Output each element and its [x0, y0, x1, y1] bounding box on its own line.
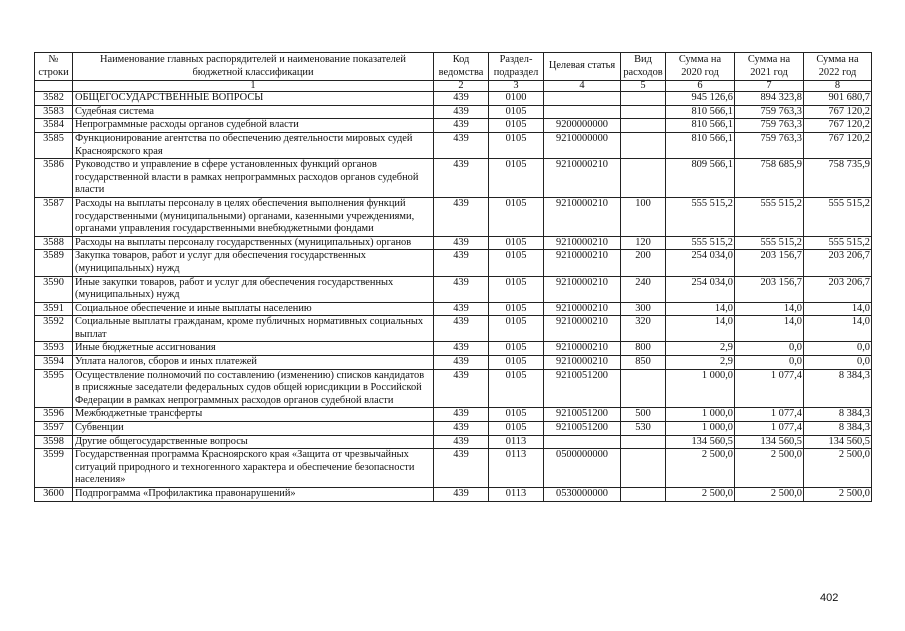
row-target-item — [544, 92, 621, 106]
row-number: 3588 — [35, 236, 73, 250]
header-name: Наименование главных распорядителей и наименование показателей бюджетной классификации — [73, 53, 434, 81]
header-sum-2020: Сумма на 2020 год — [666, 53, 735, 81]
row-number: 3600 — [35, 488, 73, 502]
row-sum-2022: 767 120,2 — [804, 132, 872, 158]
row-number: 3589 — [35, 250, 73, 276]
row-section: 0105 — [489, 159, 544, 198]
table-row — [35, 435, 872, 449]
row-expense-kind: 240 — [621, 276, 666, 302]
row-number: 3596 — [35, 408, 73, 422]
row-sum-2020: 555 515,2 — [666, 197, 735, 236]
row-sum-2022: 8 384,3 — [804, 369, 872, 408]
row-department-code: 439 — [434, 250, 489, 276]
row-section: 0105 — [489, 250, 544, 276]
header-sum-2022: Сумма на 2022 год — [804, 53, 872, 81]
row-expense-kind — [621, 435, 666, 449]
column-number: 4 — [544, 81, 621, 92]
budget-document — [34, 52, 872, 502]
row-department-code: 439 — [434, 197, 489, 236]
row-number: 3593 — [35, 342, 73, 356]
row-department-code: 439 — [434, 92, 489, 106]
row-number: 3582 — [35, 92, 73, 106]
column-number: 5 — [621, 81, 666, 92]
table-row — [35, 159, 872, 198]
row-sum-2020: 810 566,1 — [666, 105, 735, 119]
row-department-code: 439 — [434, 449, 489, 488]
row-expense-kind — [621, 159, 666, 198]
row-target-item: 9210000210 — [544, 342, 621, 356]
row-sum-2022: 14,0 — [804, 316, 872, 342]
row-name: Расходы на выплаты персоналу в целях обеспечения выполнения функций государственными (муниципальными) органами, казенными учреждениями, органами управления государственными внебюджетными фондами — [73, 197, 434, 236]
row-expense-kind: 320 — [621, 316, 666, 342]
row-sum-2022: 767 120,2 — [804, 119, 872, 133]
row-sum-2020: 945 126,6 — [666, 92, 735, 106]
row-name: Закупка товаров, работ и услуг для обеспечения государственных (муниципальных) нужд — [73, 250, 434, 276]
row-target-item: 9210000210 — [544, 236, 621, 250]
row-sum-2021: 2 500,0 — [735, 449, 804, 488]
row-section: 0105 — [489, 408, 544, 422]
row-expense-kind: 100 — [621, 197, 666, 236]
row-sum-2020: 810 566,1 — [666, 132, 735, 158]
row-target-item: 9210000210 — [544, 356, 621, 370]
row-sum-2020: 2,9 — [666, 356, 735, 370]
row-sum-2021: 1 077,4 — [735, 408, 804, 422]
row-expense-kind: 200 — [621, 250, 666, 276]
row-target-item: 0530000000 — [544, 488, 621, 502]
row-sum-2020: 555 515,2 — [666, 236, 735, 250]
row-sum-2021: 759 763,3 — [735, 119, 804, 133]
row-target-item: 9210000210 — [544, 197, 621, 236]
row-name: Руководство и управление в сфере установленных функций органов государственной власти в рамках непрограммных расходов органов судебной власти — [73, 159, 434, 198]
row-number: 3584 — [35, 119, 73, 133]
row-name: Функционирование агентства по обеспечению деятельности мировых судей Красноярского края — [73, 132, 434, 158]
row-target-item: 9210051200 — [544, 369, 621, 408]
column-number: 6 — [666, 81, 735, 92]
row-sum-2022: 2 500,0 — [804, 449, 872, 488]
row-sum-2020: 2 500,0 — [666, 488, 735, 502]
column-number: 1 — [73, 81, 434, 92]
row-target-item: 9210000210 — [544, 159, 621, 198]
row-sum-2022: 203 206,7 — [804, 276, 872, 302]
row-number: 3587 — [35, 197, 73, 236]
row-sum-2020: 254 034,0 — [666, 276, 735, 302]
row-department-code: 439 — [434, 435, 489, 449]
row-number: 3599 — [35, 449, 73, 488]
table-row — [35, 408, 872, 422]
row-expense-kind — [621, 92, 666, 106]
header-department-code: Код ведомства — [434, 53, 489, 81]
row-target-item: 9210051200 — [544, 408, 621, 422]
row-name: Подпрограмма «Профилактика правонарушений» — [73, 488, 434, 502]
row-department-code: 439 — [434, 105, 489, 119]
page-number: 402 — [820, 592, 839, 604]
row-sum-2021: 894 323,8 — [735, 92, 804, 106]
row-expense-kind: 850 — [621, 356, 666, 370]
table-row — [35, 302, 872, 316]
row-section: 0105 — [489, 132, 544, 158]
row-department-code: 439 — [434, 342, 489, 356]
table-row — [35, 105, 872, 119]
row-department-code: 439 — [434, 488, 489, 502]
budget-table — [34, 52, 872, 502]
row-section: 0100 — [489, 92, 544, 106]
row-sum-2021: 759 763,3 — [735, 132, 804, 158]
row-number: 3591 — [35, 302, 73, 316]
row-section: 0105 — [489, 276, 544, 302]
row-target-item: 9210000210 — [544, 250, 621, 276]
row-department-code: 439 — [434, 302, 489, 316]
column-number: 8 — [804, 81, 872, 92]
row-section: 0105 — [489, 302, 544, 316]
row-sum-2021: 758 685,9 — [735, 159, 804, 198]
row-name: Социальное обеспечение и иные выплаты населению — [73, 302, 434, 316]
table-body — [35, 92, 872, 501]
row-section: 0105 — [489, 369, 544, 408]
row-sum-2022: 203 206,7 — [804, 250, 872, 276]
row-sum-2021: 555 515,2 — [735, 197, 804, 236]
row-sum-2021: 203 156,7 — [735, 276, 804, 302]
row-expense-kind: 120 — [621, 236, 666, 250]
row-expense-kind — [621, 105, 666, 119]
table-row — [35, 197, 872, 236]
row-name: Другие общегосударственные вопросы — [73, 435, 434, 449]
row-target-item: 9210051200 — [544, 422, 621, 436]
row-name: Межбюджетные трансферты — [73, 408, 434, 422]
row-sum-2020: 254 034,0 — [666, 250, 735, 276]
table-row — [35, 132, 872, 158]
table-row — [35, 422, 872, 436]
row-sum-2020: 2,9 — [666, 342, 735, 356]
row-section: 0105 — [489, 342, 544, 356]
column-number: 2 — [434, 81, 489, 92]
table-row — [35, 250, 872, 276]
row-sum-2022: 767 120,2 — [804, 105, 872, 119]
header-row-number: № строки — [35, 53, 73, 81]
row-target-item — [544, 105, 621, 119]
row-name: Социальные выплаты гражданам, кроме публичных нормативных социальных выплат — [73, 316, 434, 342]
row-number: 3597 — [35, 422, 73, 436]
row-expense-kind — [621, 119, 666, 133]
row-target-item: 0500000000 — [544, 449, 621, 488]
row-sum-2020: 1 000,0 — [666, 408, 735, 422]
row-section: 0105 — [489, 316, 544, 342]
row-section: 0113 — [489, 488, 544, 502]
table-row — [35, 369, 872, 408]
row-section: 0105 — [489, 119, 544, 133]
table-row — [35, 449, 872, 488]
row-sum-2022: 555 515,2 — [804, 197, 872, 236]
row-section: 0105 — [489, 197, 544, 236]
table-row — [35, 236, 872, 250]
column-number: 3 — [489, 81, 544, 92]
header-section: Раздел-подраздел — [489, 53, 544, 81]
column-number — [35, 81, 73, 92]
row-department-code: 439 — [434, 132, 489, 158]
row-sum-2021: 0,0 — [735, 342, 804, 356]
row-name: ОБЩЕГОСУДАРСТВЕННЫЕ ВОПРОСЫ — [73, 92, 434, 106]
row-sum-2022: 901 680,7 — [804, 92, 872, 106]
row-name: Иные закупки товаров, работ и услуг для обеспечения государственных (муниципальных) нужд — [73, 276, 434, 302]
row-expense-kind: 300 — [621, 302, 666, 316]
row-department-code: 439 — [434, 369, 489, 408]
row-sum-2021: 14,0 — [735, 302, 804, 316]
row-sum-2020: 810 566,1 — [666, 119, 735, 133]
row-section: 0105 — [489, 105, 544, 119]
row-sum-2021: 1 077,4 — [735, 422, 804, 436]
row-target-item: 9200000000 — [544, 119, 621, 133]
row-department-code: 439 — [434, 356, 489, 370]
row-sum-2022: 8 384,3 — [804, 422, 872, 436]
row-number: 3598 — [35, 435, 73, 449]
row-name: Расходы на выплаты персоналу государственных (муниципальных) органов — [73, 236, 434, 250]
table-row — [35, 92, 872, 106]
row-expense-kind — [621, 449, 666, 488]
table-row — [35, 488, 872, 502]
table-row — [35, 119, 872, 133]
row-sum-2022: 0,0 — [804, 342, 872, 356]
row-department-code: 439 — [434, 236, 489, 250]
row-name: Субвенции — [73, 422, 434, 436]
row-expense-kind — [621, 488, 666, 502]
row-target-item: 9210000210 — [544, 276, 621, 302]
row-section: 0113 — [489, 449, 544, 488]
row-section: 0105 — [489, 422, 544, 436]
row-sum-2020: 14,0 — [666, 316, 735, 342]
row-department-code: 439 — [434, 276, 489, 302]
row-department-code: 439 — [434, 422, 489, 436]
row-name: Уплата налогов, сборов и иных платежей — [73, 356, 434, 370]
row-expense-kind: 530 — [621, 422, 666, 436]
header-target-item: Целевая статья — [544, 53, 621, 81]
row-sum-2021: 14,0 — [735, 316, 804, 342]
row-sum-2022: 2 500,0 — [804, 488, 872, 502]
row-sum-2021: 759 763,3 — [735, 105, 804, 119]
table-row — [35, 316, 872, 342]
row-sum-2021: 2 500,0 — [735, 488, 804, 502]
row-sum-2022: 134 560,5 — [804, 435, 872, 449]
row-expense-kind: 800 — [621, 342, 666, 356]
row-sum-2021: 555 515,2 — [735, 236, 804, 250]
row-target-item: 9210000210 — [544, 316, 621, 342]
row-name: Иные бюджетные ассигнования — [73, 342, 434, 356]
row-target-item: 9210000000 — [544, 132, 621, 158]
row-number: 3583 — [35, 105, 73, 119]
table-row — [35, 356, 872, 370]
row-sum-2021: 0,0 — [735, 356, 804, 370]
row-name: Государственная программа Красноярского края «Защита от чрезвычайных ситуаций природного и техногенного характера и обеспечение безопасности населения» — [73, 449, 434, 488]
column-number: 7 — [735, 81, 804, 92]
row-sum-2020: 1 000,0 — [666, 422, 735, 436]
row-section: 0105 — [489, 236, 544, 250]
row-section: 0113 — [489, 435, 544, 449]
row-department-code: 439 — [434, 316, 489, 342]
table-row — [35, 342, 872, 356]
row-name: Непрограммные расходы органов судебной власти — [73, 119, 434, 133]
row-number: 3586 — [35, 159, 73, 198]
row-sum-2022: 758 735,9 — [804, 159, 872, 198]
row-number: 3595 — [35, 369, 73, 408]
table-header — [35, 53, 872, 92]
row-sum-2021: 203 156,7 — [735, 250, 804, 276]
row-number: 3590 — [35, 276, 73, 302]
row-number: 3592 — [35, 316, 73, 342]
row-section: 0105 — [489, 356, 544, 370]
table-row — [35, 276, 872, 302]
row-sum-2022: 0,0 — [804, 356, 872, 370]
row-expense-kind — [621, 369, 666, 408]
row-sum-2022: 14,0 — [804, 302, 872, 316]
row-target-item — [544, 435, 621, 449]
row-sum-2020: 14,0 — [666, 302, 735, 316]
row-sum-2020: 134 560,5 — [666, 435, 735, 449]
row-expense-kind — [621, 132, 666, 158]
row-expense-kind: 500 — [621, 408, 666, 422]
row-number: 3585 — [35, 132, 73, 158]
row-sum-2022: 8 384,3 — [804, 408, 872, 422]
column-number-row — [35, 81, 872, 92]
row-sum-2021: 134 560,5 — [735, 435, 804, 449]
row-department-code: 439 — [434, 159, 489, 198]
row-target-item: 9210000210 — [544, 302, 621, 316]
header-sum-2021: Сумма на 2021 год — [735, 53, 804, 81]
row-name: Осуществление полномочий по составлению (изменению) списков кандидатов в присяжные заседатели федеральных судов общей юрисдикции в Российской Федерации в рамках непрограммных расходов органов судебной власти — [73, 369, 434, 408]
header-expense-kind: Вид расходов — [621, 53, 666, 81]
row-sum-2021: 1 077,4 — [735, 369, 804, 408]
row-name: Судебная система — [73, 105, 434, 119]
row-number: 3594 — [35, 356, 73, 370]
row-sum-2022: 555 515,2 — [804, 236, 872, 250]
row-sum-2020: 2 500,0 — [666, 449, 735, 488]
row-department-code: 439 — [434, 408, 489, 422]
row-sum-2020: 809 566,1 — [666, 159, 735, 198]
row-sum-2020: 1 000,0 — [666, 369, 735, 408]
row-department-code: 439 — [434, 119, 489, 133]
